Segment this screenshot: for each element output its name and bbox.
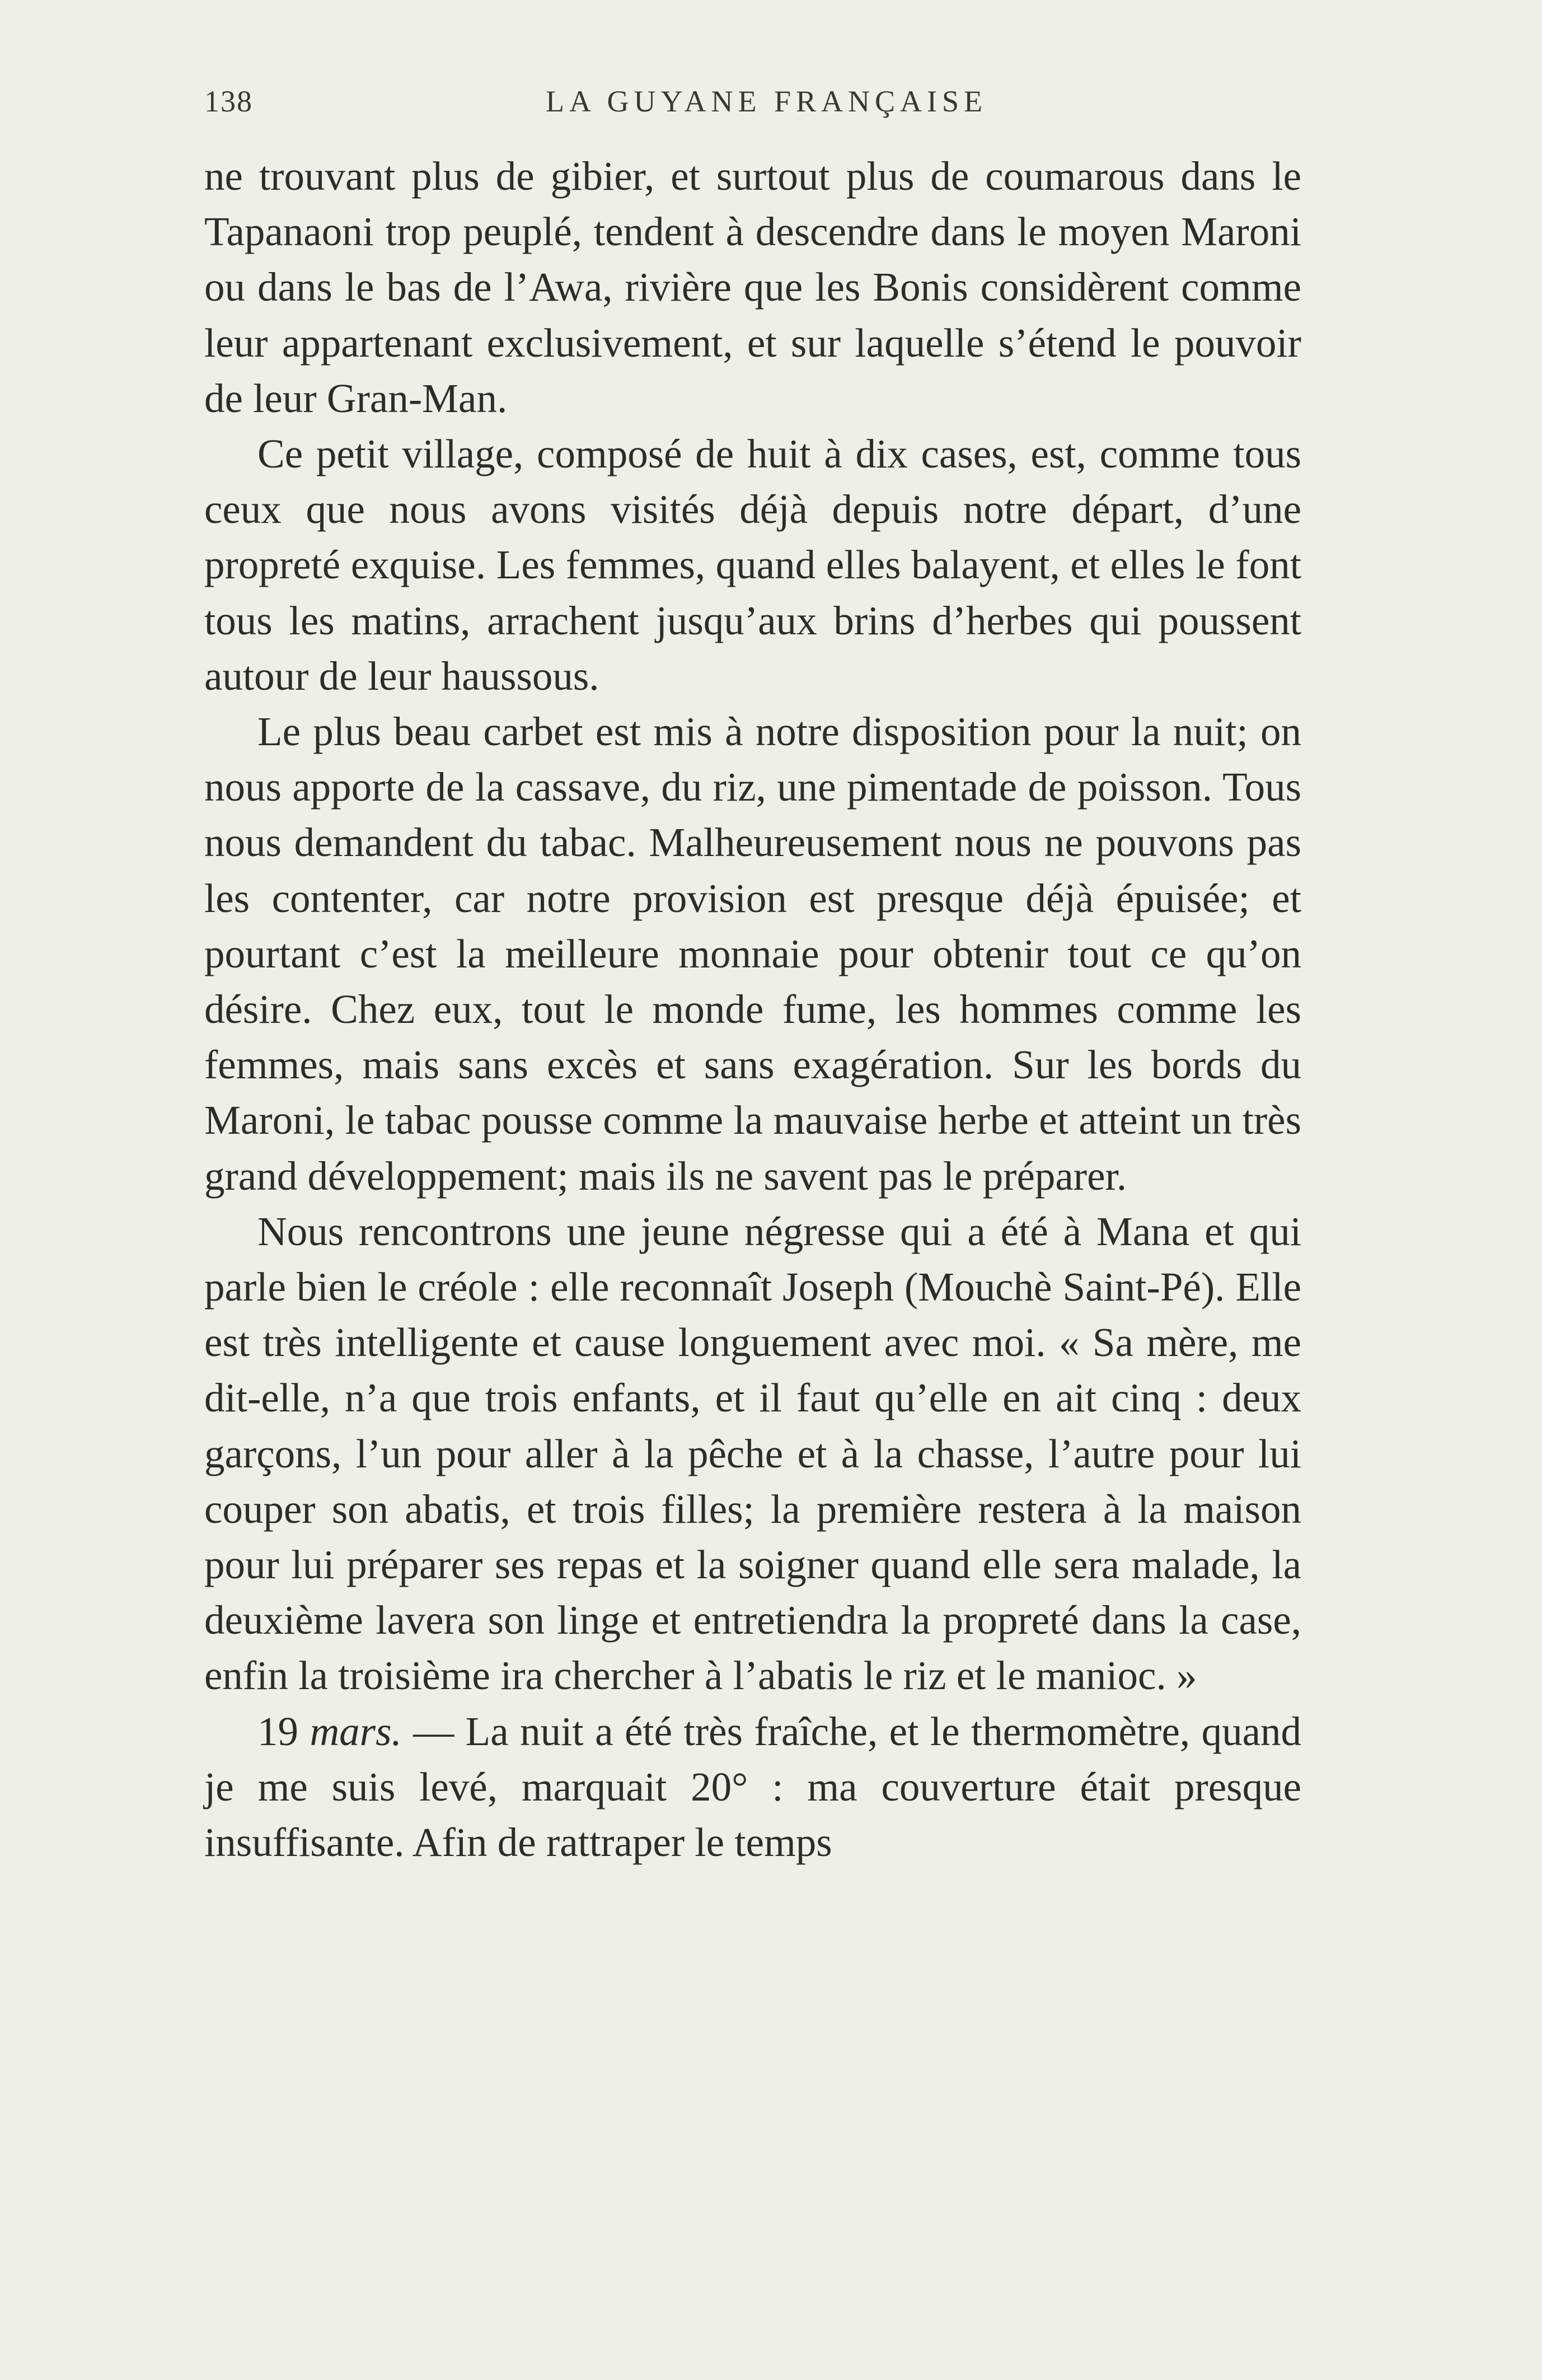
paragraph-1: ne trouvant plus de gibier, et surtout plus de coumarous dans le Tapanaoni trop peuplé, tendent à descendre dans le moyen Maroni ou dans le bas de l’Awa, rivière que les Bonis considèrent comme leur appartenant exclusivement, et sur laquelle s’étend le pouvoir de leur Gran-Man. [204,153,1301,421]
paragraph-5-text: — La nuit a été très fraîche, et le thermomètre, quand je me suis levé, marquait 20° : ma couverture était presque insuffisante. Afin de rattraper le temps [204,1708,1301,1865]
paragraph-5 [204,1704,1301,1871]
date-number: 19 [257,1708,298,1754]
running-title: LA GUYANE FRANÇAISE [546,85,988,118]
paragraph-3: Le plus beau carbet est mis à notre disposition pour la nuit; on nous apporte de la cassave, du riz, une pimentade de poisson. Tous nous demandent du tabac. Malheureusement nous ne pouvons pas les contenter, car notre provision est presque déjà épuisée; et pourtant c’est la meilleure monnaie pour obtenir tout ce qu’on désire. Chez eux, tout le monde fume, les hommes comme les femmes, mais sans excès et sans exagération. Sur les bords du Maroni, le tabac pousse comme la mauvaise herbe et atteint un très grand développement; mais ils ne savent pas le préparer. [204,709,1301,1199]
paragraph-4: Nous rencontrons une jeune négresse qui a été à Mana et qui parle bien le créole : elle reconnaît Joseph (Mouchè Saint-Pé). Elle est très intelligente et cause longuement avec moi. « Sa mère, me dit-elle, n’a que trois enfants, et il faut qu’elle en ait cinq : deux garçons, l’un pour aller à la pêche et à la chasse, l’autre pour lui couper son abatis, et trois filles; la première restera à la maison pour lui préparer ses repas et la soigner quand elle sera malade, la deuxième lavera son linge et entretiendra la propreté dans la case, enfin la troisième ira chercher à l’abatis le riz et le manioc. » [204,1208,1301,1699]
page-number: 138 [204,85,253,118]
running-head [204,84,1301,129]
body-text [204,148,1301,1870]
paragraph-2: Ce petit village, composé de huit à dix cases, est, comme tous ceux que nous avons visités déjà depuis notre départ, d’une propreté exquise. Les femmes, quand elles balayent, et elles le font tous les matins, arrachent jusqu’aux brins d’herbes qui poussent autour de leur haussous. [204,431,1301,699]
date-month: mars. [310,1708,402,1754]
